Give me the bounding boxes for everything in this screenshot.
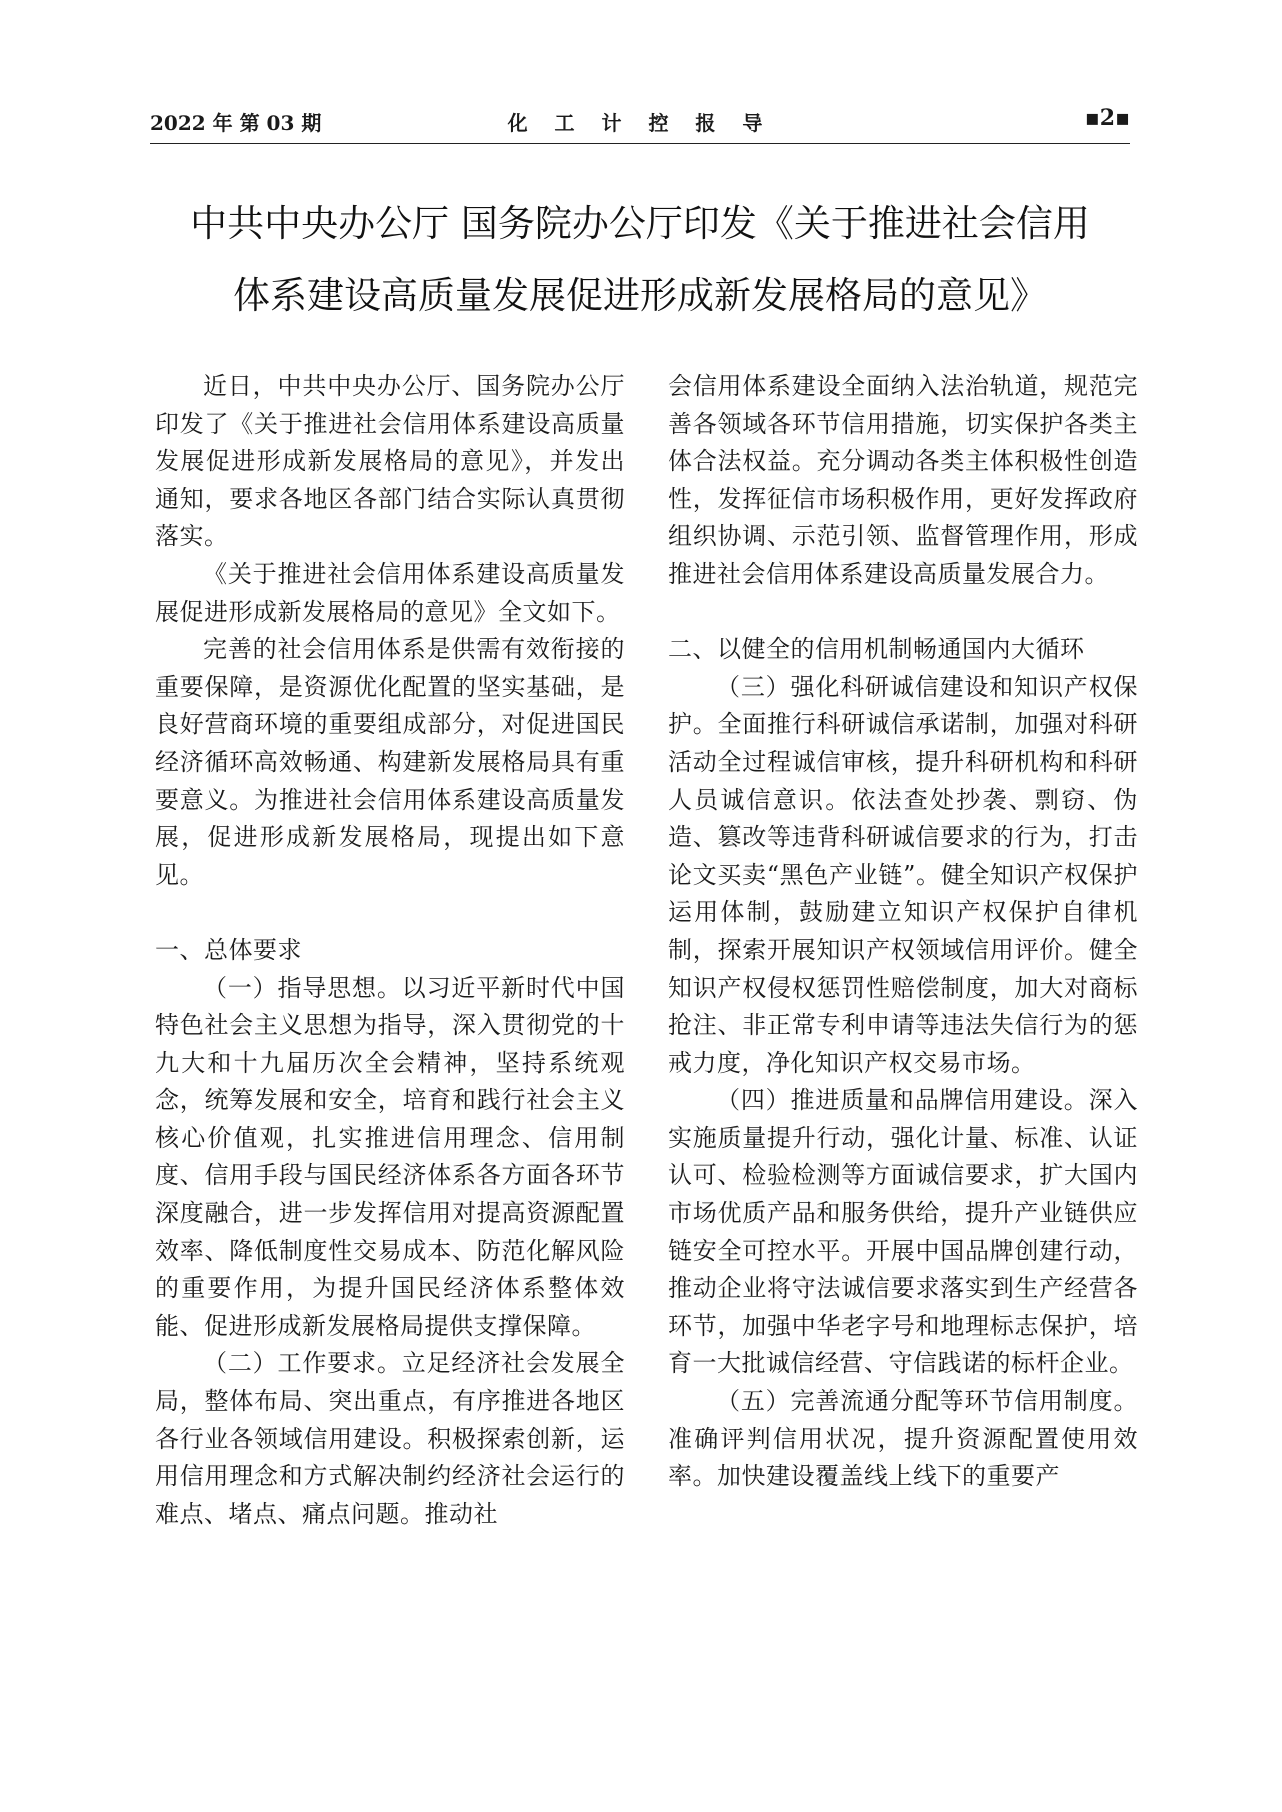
- paragraph: 近日，中共中央办公厅、国务院办公厅印发了《关于推进社会信用体系建设高质量发展促进形成新发展格局的意见》，并发出通知，要求各地区各部门结合实际认真贯彻落实。: [155, 372, 625, 551]
- left-column: [155, 368, 625, 1533]
- paragraph: （五）完善流通分配等环节信用制度。准确评判信用状况，提升资源配置使用效率。加快建设覆盖线上线下的重要产: [668, 1387, 1138, 1491]
- title-line-2: 体系建设高质量发展促进形成新发展格局的意见》: [233, 274, 1047, 317]
- paragraph: 会信用体系建设全面纳入法治轨道，规范完善各领域各环节信用措施，切实保护各类主体合法权益。充分调动各类主体积极性创造性，发挥征信市场积极作用，更好发挥政府组织协调、示范引领、监督管理作用，形成推进社会信用体系建设高质量发展合力。: [668, 372, 1138, 588]
- right-column: [668, 368, 1138, 1496]
- paragraph: 完善的社会信用体系是供需有效衔接的重要保障，是资源优化配置的坚实基础，是良好营商环境的重要组成部分，对促进国民经济循环高效畅通、构建新发展格局具有重要意义。为推进社会信用体系建设高质量发展，促进形成新发展格局，现提出如下意见。: [155, 635, 625, 889]
- paragraph: （三）强化科研诚信建设和知识产权保护。全面推行科研诚信承诺制，加强对科研活动全过程诚信审核，提升科研机构和科研人员诚信意识。依法查处抄袭、剽窃、伪造、篡改等违背科研诚信要求的行为，打击论文买卖“黑色产业链”。健全知识产权保护运用体制，鼓励建立知识产权保护自律机制，探索开展知识产权领域信用评价。健全知识产权侵权惩罚性赔偿制度，加大对商标抢注、非正常专利申请等违法失信行为的惩戒力度，净化知识产权交易市场。: [668, 672, 1138, 1077]
- spacer: [668, 594, 1138, 632]
- spacer: [155, 894, 625, 932]
- page-number: ▪2▪: [1084, 105, 1130, 131]
- journal-name: 化 工 计 控 报 导: [507, 111, 773, 135]
- paragraph: （四）推进质量和品牌信用建设。深入实施质量提升行动，强化计量、标准、认证认可、检验检测等方面诚信要求，扩大国内市场优质产品和服务供给，提升产业链供应链安全可控水平。开展中国品牌创建行动，推动企业将守法诚信要求落实到生产经营各环节，加强中华老字号和地理标志保护，培育一大批诚信经营、守信践诺的标杆企业。: [668, 1086, 1138, 1378]
- page-header: [150, 103, 1130, 144]
- section-heading: 二、以健全的信用机制畅通国内大循环: [668, 635, 1085, 664]
- section-heading: 一、总体要求: [155, 935, 302, 964]
- issue-label: 2022 年 第 03 期: [150, 111, 322, 135]
- title-line-1: 中共中央办公厅 国务院办公厅印发《关于推进社会信用: [190, 202, 1090, 245]
- article-title: [150, 188, 1130, 332]
- paragraph: （一）指导思想。以习近平新时代中国特色社会主义思想为指导，深入贯彻党的十九大和十九届历次全会精神，坚持系统观念，统筹发展和安全，培育和践行社会主义核心价值观，扎实推进信用理念、信用制度、信用手段与国民经济体系各方面各环节深度融合，进一步发挥信用对提高资源配置效率、降低制度性交易成本、防范化解风险的重要作用，为提升国民经济体系整体效能、促进形成新发展格局提供支撑保障。: [155, 973, 625, 1340]
- paragraph: 《关于推进社会信用体系建设高质量发展促进形成新发展格局的意见》全文如下。: [155, 559, 625, 626]
- paragraph: （二）工作要求。立足经济社会发展全局，整体布局、突出重点，有序推进各地区各行业各领域信用建设。积极探索创新，运用信用理念和方式解决制约经济社会运行的难点、堵点、痛点问题。推动社: [155, 1349, 625, 1528]
